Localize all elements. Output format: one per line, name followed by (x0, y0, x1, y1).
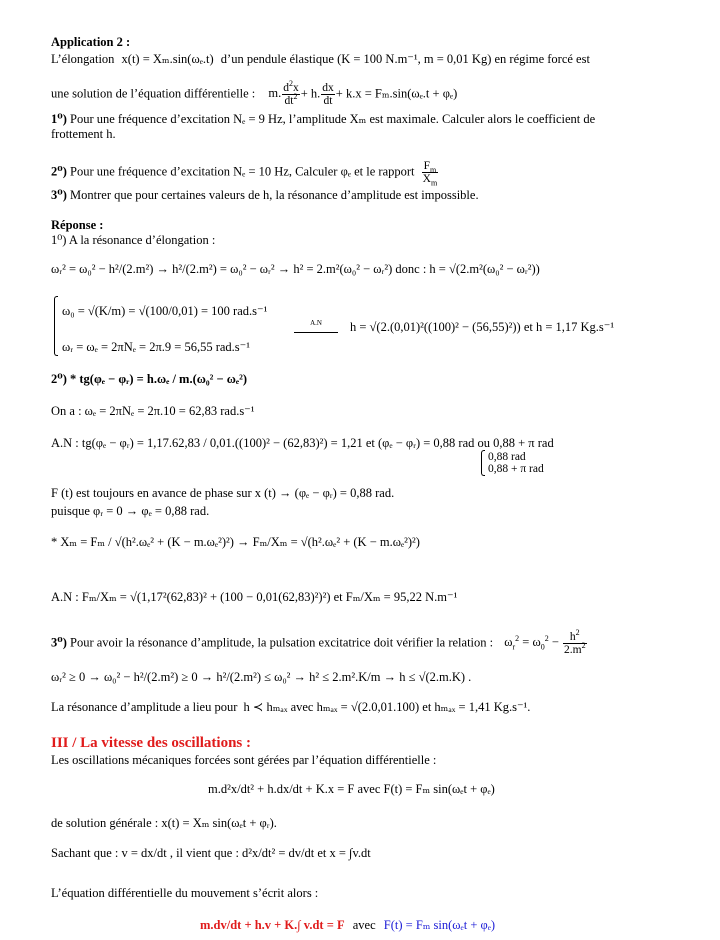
general-solution-line: de solution générale : x(t) = Xₘ sin(ωₑt + φᵣ). (51, 816, 277, 830)
section-intro: Les oscillations mécaniques forcées sont gérées par l’équation différentielle : (51, 753, 437, 767)
velocity-relations: Sachant que : v = dx/dt , il vient que : d²x/dt² = dv/dt et x = ∫v.dt (51, 846, 371, 860)
phase-advance-line: F (t) est toujours en avance de phase sur x (t) → (φₑ − φᵣ) = 0,88 rad. (51, 486, 395, 500)
omega-r-line: ωᵣ = ωₑ = 2πNₑ = 2π.9 = 56,55 rad.s⁻¹ (62, 340, 251, 354)
diff-eq-line: une solution de l’équation différentielle : m. $\frac{d^2x}{dt^2}$ + h. $\frac{dx}{dt}$ + k.x = Fₘ.sin(ωₑ.t + φₑ) (51, 79, 458, 107)
question-1 (51, 112, 595, 127)
omega-e-line: On a : ωₑ = 2πNₑ = 2π.10 = 62,83 rad.s⁻¹ (51, 404, 255, 418)
question-1-text: Pour une fréquence d’excitation Nₑ = 9 Hz, l’amplitude Xₘ est maximale. Calculer alors le coefficient de (70, 112, 596, 126)
question-2: 2⁰) Pour une fréquence d’excitation Nₑ = 10 Hz, Calculer φₑ et le rapport $\frac{F_m}{X_m}$ (51, 160, 438, 188)
conclusion-value: h ≺ hₘₐₓ avec hₘₐₓ = √(2.0,01.100) et hₘₐₓ = 1,41 Kg.s⁻¹. (243, 700, 531, 714)
question-2-text: Pour une fréquence d’excitation Nₑ = 10 Hz, Calculer φₑ et le rapport (70, 164, 415, 179)
velocity-equation-lhs: m.dv/dt + h.v + K.∫ v.dt = F (200, 918, 345, 932)
intro-text-a: L’élongation (51, 52, 115, 66)
question-3-number: 3⁰) (51, 188, 67, 202)
phase-r-zero-line: puisque φᵣ = 0 → φₑ = 0,88 rad. (51, 504, 210, 518)
system-brace (54, 296, 58, 356)
answer-3: 3⁰) Pour avoir la résonance d’amplitude, la pulsation excitatrice doit vérifier la relation : $\omega_r^2 = \omega_0^2$ − $\frac{h^2}{2.m^2}$ (51, 628, 586, 656)
intro-line (51, 52, 590, 67)
phase-option-2: 0,88 + π rad (488, 463, 544, 475)
resonance-inequality: ωᵣ² ≥ 0 → ω₀² − h²/(2.m²) ≥ 0 → h²/(2.m²) ≤ ω₀² → h² ≤ 2.m².K/m → h ≤ √(2.m.K) . (51, 670, 472, 684)
diff-eq-rhs: + k.x = Fₘ.sin(ωₑ.t + φₑ) (335, 86, 458, 101)
motion-equation-intro: L’équation différentielle du mouvement s’écrit alors : (51, 886, 319, 900)
answer-2-head: 2⁰) * tg(φₑ − φᵣ) = h.ωₑ / m.(ω₀² − ωₑ²) (51, 372, 248, 386)
conclusion-text: La résonance d’amplitude a lieu pour (51, 700, 238, 714)
application-title: Application 2 : (51, 35, 131, 49)
h-result: h = √(2.(0,01)²((100)² − (56,55)²)) et h = 1,17 Kg.s⁻¹ (350, 320, 615, 334)
xm-formula: * Xₘ = Fₘ / √(h².ωₑ² + (K − m.ωₑ²)²) → Fₘ/Xₘ = √(h².ωₑ² + (K − m.ωₑ²)²) (51, 535, 420, 549)
question-1-number: 1⁰) (51, 112, 67, 126)
phase-option-1: 0,88 rad (488, 451, 526, 463)
velocity-equation (200, 918, 495, 933)
velocity-equation-force: F(t) = Fₘ sin(ωₑt + φₑ) (383, 918, 496, 932)
answer-3-number: 3⁰) (51, 635, 67, 650)
an-arrow-label: A.N (310, 319, 322, 327)
question-3 (51, 188, 479, 203)
diff-eq-label: une solution de l’équation différentielle : (51, 86, 256, 101)
omega0-line: ω₀ = √(K/m) = √(100/0,01) = 100 rad.s⁻¹ (62, 304, 268, 318)
section-title: III / La vitesse des oscillations : (51, 735, 252, 751)
intro-text-b: d’un pendule élastique (K = 100 N.m⁻¹, m = 0,01 Kg) en régime forcé est (220, 52, 590, 66)
answer-1-eq: ωᵣ² = ω₀² − h²/(2.m²) → h²/(2.m²) = ω₀² − ωᵣ² → h² = 2.m²(ω₀² − ωᵣ²) donc : h = √(2.m²(ω₀² − ωᵣ²)) (51, 262, 540, 276)
resonance-conclusion (51, 700, 530, 715)
question-3-text: Montrer que pour certaines valeurs de h, la résonance d’amplitude est impossible. (70, 188, 479, 202)
phase-brace (481, 450, 485, 476)
an-arrow (294, 316, 338, 333)
velocity-equation-avec: avec (352, 918, 376, 932)
question-1-cont: frottement h. (51, 127, 116, 141)
question-2-number: 2⁰) (51, 164, 67, 179)
intro-equation: x(t) = Xₘ.sin(ωₑ.t) (121, 52, 214, 66)
answer-title: Réponse : (51, 218, 104, 232)
answer-1-head: 1⁰) A la résonance d’élongation : (51, 233, 216, 247)
answer-3-text: Pour avoir la résonance d’amplitude, la pulsation excitatrice doit vérifier la relation : (70, 635, 494, 650)
forced-oscillation-equation: m.d²x/dt² + h.dx/dt + K.x = F avec F(t) = Fₘ sin(ωₑt + φₑ) (208, 782, 495, 796)
tg-result: A.N : tg(φₑ − φᵣ) = 1,17.62,83 / 0,01.((100)² − (62,83)²) = 1,21 et (φₑ − φᵣ) = 0,88 rad ou 0,88 + π rad (51, 436, 554, 450)
fm-xm-result: A.N : Fₘ/Xₘ = √(1,17²(62,83)² + (100 − 0,01(62,83)²)²) et Fₘ/Xₘ = 95,22 N.m⁻¹ (51, 590, 458, 604)
